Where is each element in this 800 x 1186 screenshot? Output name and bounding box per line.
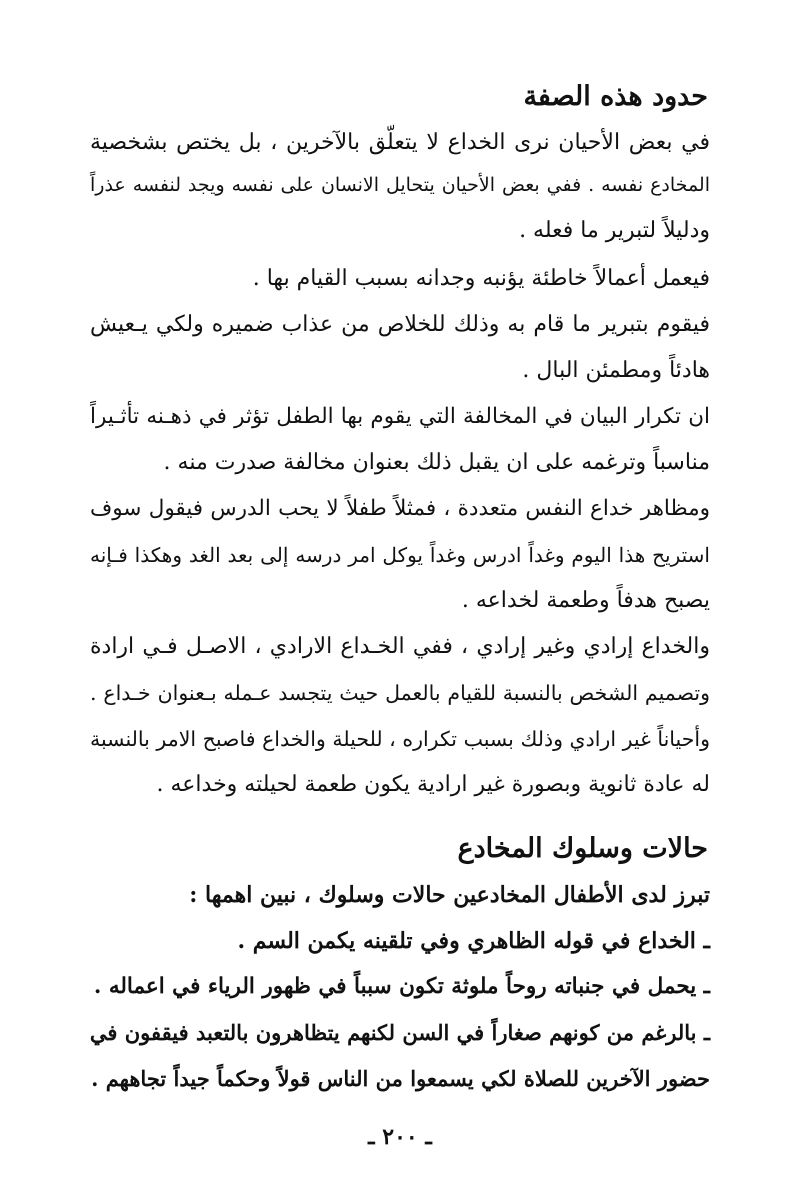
- paragraph-line: فيعمل أعمالاً خاطئة يؤنبه وجدانه بسبب القيام بها .: [252, 266, 710, 291]
- paragraph-line: استريح هذا اليوم وغداً ادرس وغداً يوكل امر درسه إلى بعد الغد وهكذا فـإنه: [90, 543, 710, 567]
- paragraph-line: فيقوم بتبرير ما قام به وذلك للخلاص من عذاب ضميره ولكي يـعيش: [90, 312, 710, 337]
- paragraph-line: ودليلاً لتبرير ما فعله .: [519, 218, 710, 243]
- paragraph-line: له عادة ثانوية وبصورة غير ارادية يكون طعمة لحيلته وخداعه .: [156, 772, 710, 797]
- paragraph-line: ان تكرار البيان في المخالفة التي يقوم بها الطفل تؤثر في ذهـنه تأثـيراً: [90, 404, 710, 429]
- paragraph-line: يصبح هدفاً وطعمة لخداعه .: [461, 588, 710, 613]
- paragraph-line: مناسباً وترغمه على ان يقبل ذلك بعنوان مخالفة صدرت منه .: [163, 450, 710, 475]
- paragraph-line: وأحياناً غير ارادي وذلك بسبب تكراره ، للحيلة والخداع فاصبح الامر بالنسبة: [90, 727, 710, 751]
- paragraph-line: المخادع نفسه . ففي بعض الأحيان يتحايل الانسان على نفسه ويجد لنفسه عذراً: [90, 174, 710, 196]
- paragraph-line: وتصميم الشخص بالنسبة للقيام بالعمل حيث يتجسد عـمله بـعنوان خـداع .: [90, 681, 710, 705]
- paragraph-line: ومظاهر خداع النفس متعددة ، فمثلاً طفلاً لا يحب الدرس فيقول سوف: [90, 496, 710, 521]
- page-number: ـ ٢٠٠ ـ: [368, 1124, 432, 1150]
- bullet-line: ـ بالرغم من كونهم صغاراً في السن لكنهم يتظاهرون بالتعبد فيقفون في: [89, 1020, 710, 1045]
- paragraph-line: تبرز لدى الأطفال المخادعين حالات وسلوك ، نبين اهمها :: [189, 882, 710, 908]
- paragraph-line: حضور الآخرين للصلاة لكي يسمعوا من الناس قولاً وحكماً جيداً تجاههم .: [91, 1066, 710, 1091]
- bullet-line: ـ الخداع في قوله الظاهري وفي تلقينه يكمن السم .: [237, 928, 710, 954]
- paragraph-line: والخداع إرادي وغير إرادي ، ففي الخـداع الارادي ، الاصـل فـي ارادة: [90, 634, 710, 659]
- paragraph-line: في بعض الأحيان نرى الخداع لا يتعلّق بالآخرين ، بل يختص بشخصية: [90, 130, 710, 155]
- section-title-behaviors: حالات وسلوك المخادع: [457, 833, 708, 864]
- paragraph-line: هادئاً ومطمئن البال .: [522, 358, 710, 383]
- bullet-line: ـ يحمل في جنباته روحاً ملوثة تكون سبباً في ظهور الرياء في اعماله .: [93, 974, 710, 999]
- section-title-limits: حدود هذه الصفة: [523, 81, 708, 112]
